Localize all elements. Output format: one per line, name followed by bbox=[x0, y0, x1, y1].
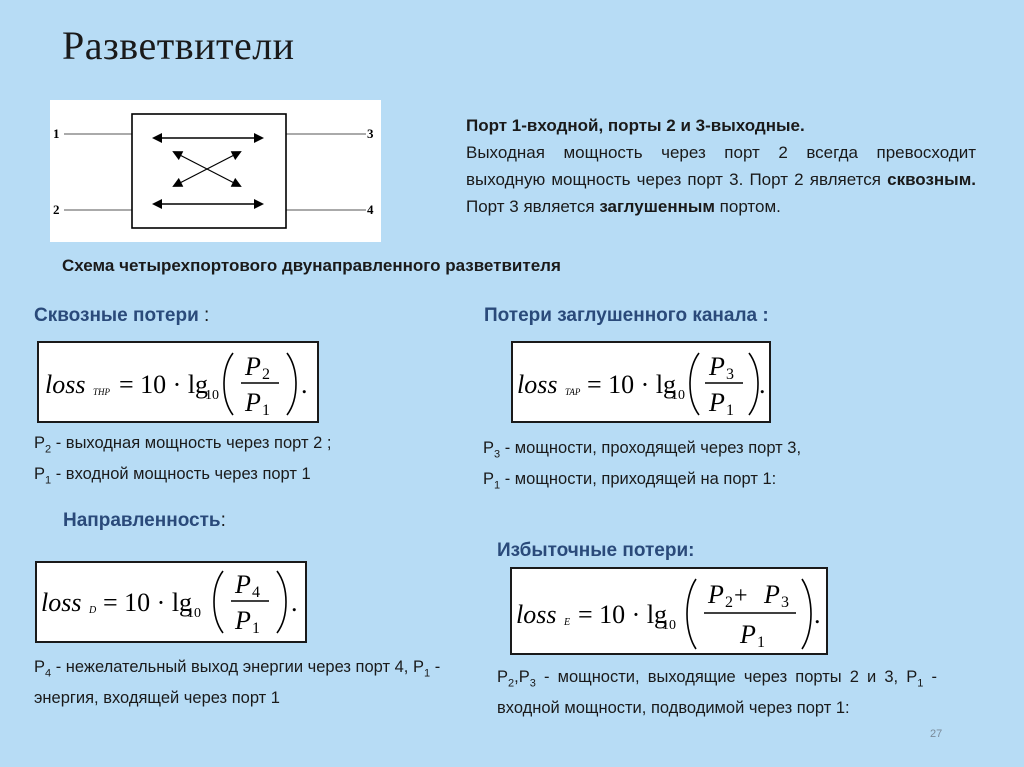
svg-text:P: P bbox=[245, 352, 261, 381]
svg-text:1: 1 bbox=[757, 634, 765, 651]
svg-text:.: . bbox=[291, 588, 298, 617]
coupler-schematic bbox=[50, 100, 381, 242]
port-roles-line: Порт 1-входной, порты 2 и 3-выходные. bbox=[466, 116, 805, 135]
svg-text:2: 2 bbox=[262, 366, 270, 383]
excess-loss-note: $P_2,P_3$ - мощности, выходящие через порты 2 и 3, $P_1$ - входной мощности, подводимой через порт 1: bbox=[497, 668, 937, 718]
svg-text:P: P bbox=[235, 570, 251, 599]
tap-loss-heading: Потери заглушенного канала : bbox=[484, 305, 769, 326]
svg-text:.: . bbox=[814, 600, 821, 629]
directivity-note: $P_4$ - нежелательный выход энергии через порт 4, $P_1$ - энергия, входящей через порт 1 bbox=[34, 658, 441, 708]
svg-text:loss: loss bbox=[517, 370, 558, 399]
svg-text:3: 3 bbox=[726, 366, 734, 383]
through-port-term: сквозным. bbox=[887, 170, 976, 189]
through-loss-formula-svg bbox=[39, 343, 317, 421]
svg-text:= 10 · lg: = 10 · lg bbox=[587, 370, 677, 399]
svg-text:P: P bbox=[245, 388, 261, 417]
svg-text:P: P bbox=[235, 606, 251, 635]
tap-loss-note-p1: $P_1$ - мощности, приходящей на порт 1: bbox=[483, 470, 777, 492]
svg-text:THP: THP bbox=[93, 387, 111, 397]
through-loss-notes bbox=[34, 431, 454, 494]
svg-text:2: 2 bbox=[725, 594, 733, 611]
port-label-1: 1 bbox=[53, 126, 60, 141]
port-label-3: 3 bbox=[367, 126, 374, 141]
svg-text:loss: loss bbox=[516, 600, 557, 629]
svg-text:P: P bbox=[709, 388, 725, 417]
coupler-box bbox=[132, 114, 286, 228]
directivity-formula bbox=[35, 561, 307, 643]
coupler-diagram bbox=[50, 100, 381, 242]
through-loss-formula bbox=[37, 341, 319, 423]
svg-text:.: . bbox=[301, 370, 308, 399]
svg-text:= 10 · lg: = 10 · lg bbox=[103, 588, 193, 617]
svg-text:1: 1 bbox=[726, 402, 734, 419]
svg-text:TAP: TAP bbox=[565, 387, 581, 397]
svg-text:= 10 · lg: = 10 · lg bbox=[119, 370, 209, 399]
svg-text:1: 1 bbox=[262, 402, 270, 419]
through-loss-heading: Сквозные потери : bbox=[34, 305, 210, 326]
port-label-2: 2 bbox=[53, 202, 60, 217]
port-label-4: 4 bbox=[367, 202, 374, 217]
svg-text:loss: loss bbox=[45, 370, 86, 399]
through-loss-note-p1: $P_1$ - входной мощность через порт 1 bbox=[34, 465, 311, 487]
svg-text:+: + bbox=[734, 583, 748, 609]
power-description: Выходная мощность через порт 2 всегда превосходит выходную мощность через порт 3. Порт 2 является сквозным. Порт 3 является заглушенным портом. bbox=[466, 143, 976, 216]
port-description bbox=[466, 112, 976, 220]
svg-text:4: 4 bbox=[252, 584, 260, 601]
excess-loss-heading: Избыточные потери: bbox=[497, 540, 695, 561]
svg-text:10: 10 bbox=[187, 606, 201, 621]
tap-loss-note-p3: $P_3$ - мощности, проходящей через порт 3, bbox=[483, 439, 802, 461]
svg-text:P: P bbox=[709, 352, 725, 381]
svg-text:D: D bbox=[89, 605, 97, 616]
svg-text:.: . bbox=[759, 370, 766, 399]
tap-loss-notes bbox=[483, 436, 963, 499]
svg-text:loss: loss bbox=[41, 588, 82, 617]
svg-text:= 10 · lg: = 10 · lg bbox=[578, 600, 668, 629]
svg-text:P: P bbox=[764, 580, 780, 609]
svg-text:P: P bbox=[708, 580, 724, 609]
svg-text:10: 10 bbox=[662, 618, 676, 633]
svg-text:P: P bbox=[740, 620, 756, 649]
excess-loss-formula-svg bbox=[512, 569, 826, 653]
directivity-formula-svg bbox=[37, 563, 305, 641]
tap-loss-formula bbox=[511, 341, 771, 423]
svg-text:1: 1 bbox=[252, 620, 260, 637]
through-loss-note-p2: $P_2$ - выходная мощность через порт 2 ; bbox=[34, 434, 332, 456]
tap-loss-formula-svg bbox=[513, 343, 769, 421]
page-number: 27 bbox=[930, 728, 943, 740]
directivity-heading: Направленность: bbox=[63, 510, 226, 531]
svg-text:10: 10 bbox=[671, 388, 685, 403]
svg-text:10: 10 bbox=[205, 388, 219, 403]
svg-text:E: E bbox=[564, 617, 571, 628]
diagram-caption: Схема четырехпортового двунаправленного разветвителя bbox=[62, 256, 561, 275]
svg-text:3: 3 bbox=[781, 594, 789, 611]
excess-loss-formula bbox=[510, 567, 828, 655]
tap-port-term: заглушенным bbox=[599, 197, 715, 216]
slide-title: Разветвители bbox=[62, 23, 295, 68]
